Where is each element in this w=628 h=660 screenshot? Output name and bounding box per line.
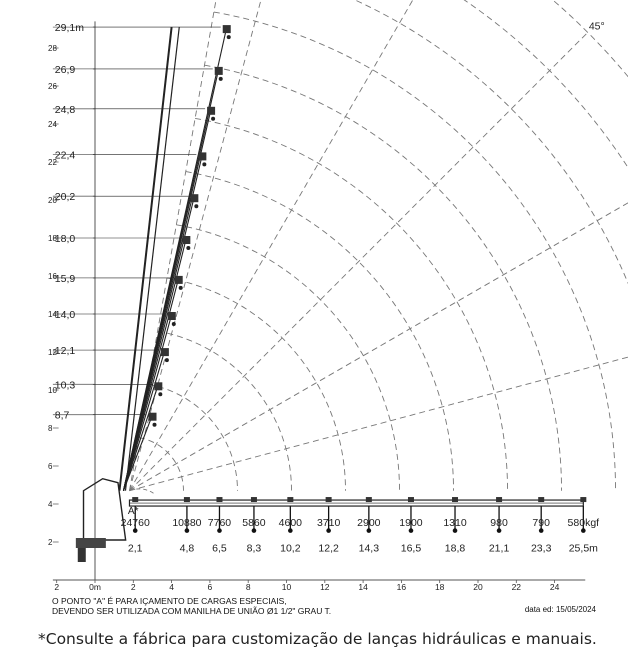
radius-label: 6 [207, 582, 213, 592]
edition-date: data ed: 15/05/2024 [524, 605, 596, 614]
boom-section-joint [184, 497, 190, 502]
height-minor-label: 4 [48, 500, 53, 509]
boom-tip-block [182, 236, 190, 244]
height-minor-label: 14 [48, 310, 57, 319]
height-label: 29,1m [54, 22, 84, 35]
radius-arc [195, 118, 507, 490]
special-lifting-note [52, 596, 331, 616]
chart-grid [53, 0, 628, 583]
height-minor-label: 24 [48, 120, 57, 129]
boom-tip-block [154, 382, 162, 390]
radius-label: 18 [434, 582, 445, 592]
boom-tip-hook [219, 77, 223, 81]
height-label: 22,4 [54, 149, 76, 162]
main-boom [119, 27, 171, 491]
reach-value: 4,8 [179, 542, 195, 555]
boom-section-joint [538, 497, 544, 502]
boom-section-joint [287, 497, 293, 502]
reach-value: 10,2 [280, 542, 301, 555]
boom-tip-hook [153, 423, 157, 427]
reach-value: 16,5 [400, 542, 422, 555]
load-value: 7760 [207, 517, 232, 529]
boom-tip-block [198, 152, 206, 160]
height-minor-label: 12 [48, 348, 57, 357]
height-label: 20,2 [54, 191, 76, 204]
boom-tip-hook [186, 246, 190, 250]
height-minor-label: 18 [48, 234, 57, 243]
reach-value: 21,1 [488, 542, 510, 555]
reach-value: 25,5m [568, 542, 598, 555]
boom-section-joint [132, 497, 138, 502]
radius-label: 10 [281, 582, 292, 592]
radius-label: 20 [473, 582, 483, 592]
height-label: 8,7 [54, 409, 70, 422]
load-value: 5860 [242, 517, 266, 529]
load-value: 4600 [278, 517, 303, 529]
boom-section [123, 350, 164, 491]
boom-section-joint [216, 497, 222, 502]
boom-section-joint [496, 497, 502, 502]
boom-section-joint [452, 497, 458, 502]
radius-arc [176, 225, 399, 491]
height-label: 15,9 [54, 272, 76, 285]
boom-tip-block [149, 413, 157, 421]
radius-arc [242, 0, 628, 491]
height-label: 14,0 [54, 309, 76, 321]
main-boom-edge [125, 27, 179, 491]
radius-label: 12 [320, 582, 330, 592]
boom-section-joint [251, 497, 257, 502]
crane-base [76, 538, 106, 548]
boom-tip-hook [158, 392, 162, 396]
height-label: 12,1 [54, 345, 76, 358]
radius-label: 2 [54, 582, 60, 592]
height-minor-label: 28 [48, 44, 57, 53]
height-label: 18,0 [54, 233, 76, 245]
height-minor-label: 6 [48, 462, 53, 471]
load-value: 790 [532, 517, 550, 529]
load-value: 3710 [316, 517, 341, 529]
boom-section-joint [326, 497, 332, 502]
boom-tip-block [223, 25, 231, 33]
reach-value: 14,3 [358, 542, 380, 555]
height-minor-label: 8 [48, 424, 53, 433]
crane-drawing [76, 25, 586, 562]
boom-tip-hook [172, 322, 176, 326]
boom-tip-block [168, 312, 176, 320]
height-minor-label: 10 [48, 386, 57, 395]
radius-arc [223, 0, 628, 491]
boom-section-joint [366, 497, 372, 502]
point-a-label: A* [127, 506, 139, 517]
boom-tip-hook [165, 358, 169, 362]
boom-tip-hook [194, 204, 198, 208]
radius-label: 24 [549, 582, 560, 592]
radius-arc [148, 384, 237, 490]
radius-arc [139, 438, 184, 491]
load-value: 980 [490, 517, 508, 529]
reach-value: 6,5 [212, 542, 227, 555]
radius-arc [167, 278, 346, 491]
boom-tip-block [175, 276, 183, 284]
boom-section-joint [408, 497, 414, 502]
footnote: *Consulte a fábrica para customização de lanças hidráulicas e manuais. [38, 630, 597, 648]
load-value: 2900 [357, 517, 381, 529]
load-value: 1310 [443, 517, 467, 529]
reach-value: 2,1 [127, 542, 143, 555]
radius-label: 22 [511, 582, 522, 592]
radius-label: 4 [169, 582, 174, 592]
boom-tip-hook [227, 35, 231, 39]
height-minor-label: 26 [48, 82, 57, 91]
note-line-2: DEVENDO SER UTILIZADA COM MANILHA DE UNIÃO Ø1 1/2" GRAU T. [52, 606, 332, 616]
boom-tip-hook [179, 286, 183, 290]
load-value: 1900 [399, 517, 423, 529]
load-value: 10880 [172, 517, 202, 529]
load-value: 580kgf [567, 517, 600, 529]
angle-ray [129, 323, 628, 491]
height-minor-label: 20 [48, 196, 57, 205]
reach-value: 23,3 [530, 542, 552, 555]
boom-tip-block [161, 348, 169, 356]
reach-value: 8,3 [246, 542, 262, 555]
height-label: 10,3 [54, 379, 76, 392]
crane-column [84, 479, 126, 540]
boom-tip-block [207, 107, 215, 115]
radius-label: 14 [358, 582, 368, 592]
height-minor-label: 2 [48, 538, 53, 547]
crane-outrigger [78, 548, 86, 562]
radius-label: 8 [245, 582, 251, 592]
boom-tip-hook [202, 162, 206, 166]
radius-arc [204, 65, 561, 491]
reach-value: 18,8 [444, 542, 466, 555]
boom-tip-block [215, 67, 223, 75]
angle-ray [129, 167, 628, 491]
angle-label: 45° [588, 20, 605, 33]
radius-label: 0m [89, 582, 101, 592]
radius-label: 16 [396, 582, 407, 592]
note-line-1: O PONTO "A" É PARA IÇAMENTO DE CARGAS ESPECIAIS, [52, 596, 287, 606]
reach-value: 12,2 [318, 542, 339, 555]
radius-label: 2 [130, 582, 136, 592]
boom-section-joint [580, 497, 586, 502]
height-minor-label: 16 [48, 272, 57, 281]
height-minor-label: 22 [48, 158, 57, 167]
boom-tip-hook [211, 117, 215, 121]
load-value: 24760 [120, 517, 150, 529]
radius-arc [233, 0, 628, 491]
height-label: 24,8 [54, 103, 76, 116]
height-label: 26,9 [54, 63, 76, 76]
boom-tip-block [190, 194, 198, 202]
